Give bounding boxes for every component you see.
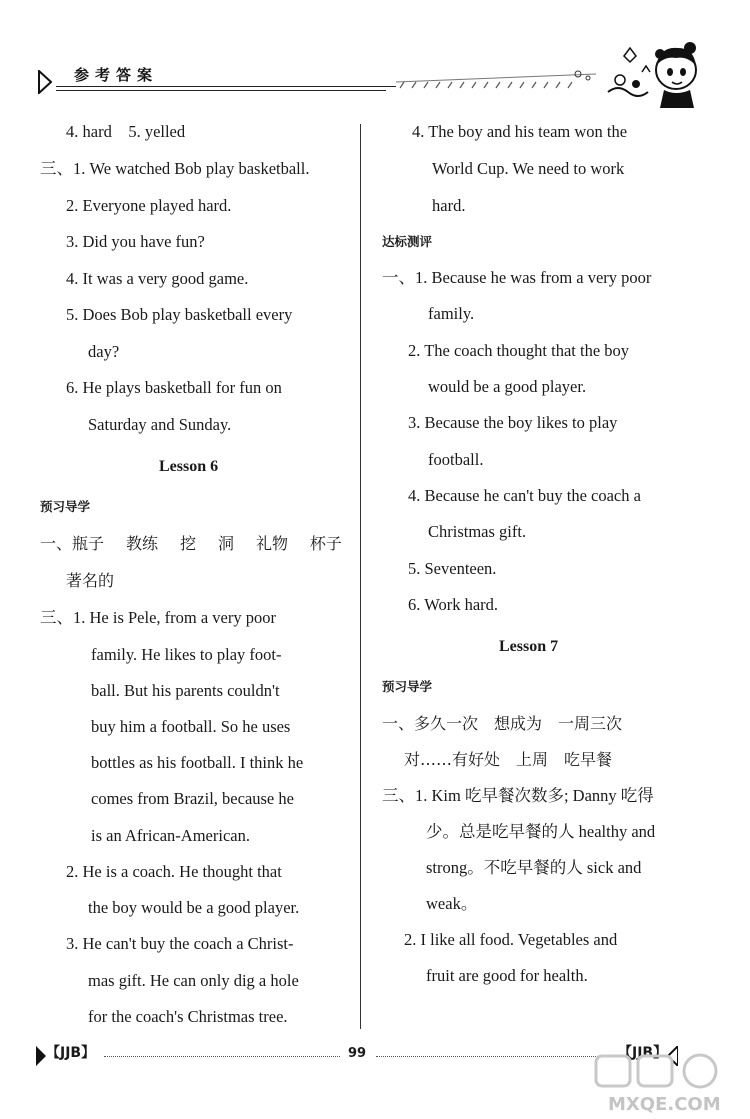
section-test-heading: 达标测评 (382, 234, 433, 249)
answer-line: for the coach's Christmas tree. (88, 1007, 288, 1026)
answer-line: 6. He plays basketball for fun on (66, 378, 282, 397)
answer-line: 2. I like all food. Vegetables and (404, 930, 618, 949)
answer-line: Christmas gift. (428, 522, 527, 541)
footer-brand-tag: 【JJB】 (46, 1045, 96, 1061)
answer-line: World Cup. We need to work (432, 159, 625, 178)
answer-line: the boy would be a good player. (88, 898, 300, 917)
section-preview-heading: 预习导学 (382, 679, 433, 694)
answer-line: 三、1. We watched Bob play basketball. (40, 159, 310, 178)
answer-line: 3. Because the boy likes to play (408, 413, 618, 432)
header-title: 参考答案 (74, 66, 159, 84)
lesson-6-heading: Lesson 6 (159, 458, 219, 475)
footer-brand-tag: 【JJB】 (618, 1045, 668, 1061)
answer-line: ball. But his parents couldn't (91, 681, 280, 700)
section-preview-heading: 预习导学 (40, 499, 91, 514)
vocab-row: 对……有好处 上周 吃早餐 (404, 750, 613, 769)
answer-line: day? (88, 342, 120, 361)
answer-line: mas gift. He can only dig a hole (88, 971, 299, 990)
vocab-word: 著名的 (66, 571, 115, 590)
answer-line: 3. He can't buy the coach a Christ- (66, 934, 294, 953)
answer-line: 一、1. Because he was from a very poor (382, 268, 652, 287)
answer-line: family. (428, 304, 475, 323)
answer-line: 4. It was a very good game. (66, 269, 249, 288)
vocab-word: 挖 (179, 534, 196, 553)
vocab-word: 礼物 (255, 534, 288, 553)
answer-line: 4. Because he can't buy the coach a (408, 486, 641, 505)
answer-line: buy him a football. So he uses (91, 717, 291, 736)
answer-line: is an African-American. (91, 826, 250, 845)
answer-line: Saturday and Sunday. (88, 415, 232, 434)
vocab-word: 教练 (125, 534, 158, 553)
lesson-7-heading: Lesson 7 (499, 638, 559, 655)
answer-line: 2. The coach thought that the boy (408, 341, 630, 360)
answer-line: 4. hard 5. yelled (66, 122, 186, 141)
footer-arrow-icon (36, 1046, 46, 1066)
answer-line: 6. Work hard. (408, 595, 499, 614)
vocab-row: 一、多久一次 想成为 一周三次 (382, 714, 623, 733)
answer-line: family. He likes to play foot- (91, 645, 282, 664)
answer-line: 3. Did you have fun? (66, 232, 205, 251)
header-rule-thin (56, 90, 386, 91)
answer-line: weak。 (426, 894, 478, 913)
header-decoration-icon (396, 66, 596, 96)
answer-line: 5. Seventeen. (408, 559, 497, 578)
answer-line: strong。不吃早餐的人 sick and (426, 858, 642, 877)
vocab-word: 杯子 (309, 534, 342, 553)
answer-line: 少。总是吃早餐的人 healthy and (426, 822, 656, 841)
answer-line: fruit are good for health. (426, 966, 588, 985)
answer-line: would be a good player. (428, 377, 587, 396)
answer-line: 5. Does Bob play basketball every (66, 305, 293, 324)
watermark-logo (588, 1052, 738, 1116)
answer-line: 三、1. He is Pele, from a very poor (40, 608, 276, 627)
answer-line: 2. He is a coach. He thought that (66, 862, 282, 881)
answer-line: comes from Brazil, because he (91, 789, 294, 808)
header-arrow-icon (38, 70, 52, 94)
footer-dotted-rule (376, 1056, 614, 1057)
watermark-text: MXQE.COM (608, 1094, 721, 1115)
column-divider (360, 124, 361, 1029)
answer-line: 三、1. Kim 吃早餐次数多; Danny 吃得 (382, 786, 654, 805)
answer-line: football. (428, 450, 484, 469)
header-rule (56, 86, 396, 87)
vocab-row (40, 533, 342, 555)
answer-line: hard. (432, 196, 466, 215)
footer-dotted-rule (104, 1056, 340, 1057)
vocab-word: 一、瓶子 (40, 534, 105, 553)
vocab-word: 洞 (217, 534, 234, 553)
answer-line: bottles as his football. I think he (91, 753, 304, 772)
answer-line: 4. The boy and his team won the (412, 122, 628, 141)
page-number: 99 (348, 1046, 367, 1061)
answer-line: 2. Everyone played hard. (66, 196, 232, 215)
mascot-girl-icon (598, 36, 718, 110)
